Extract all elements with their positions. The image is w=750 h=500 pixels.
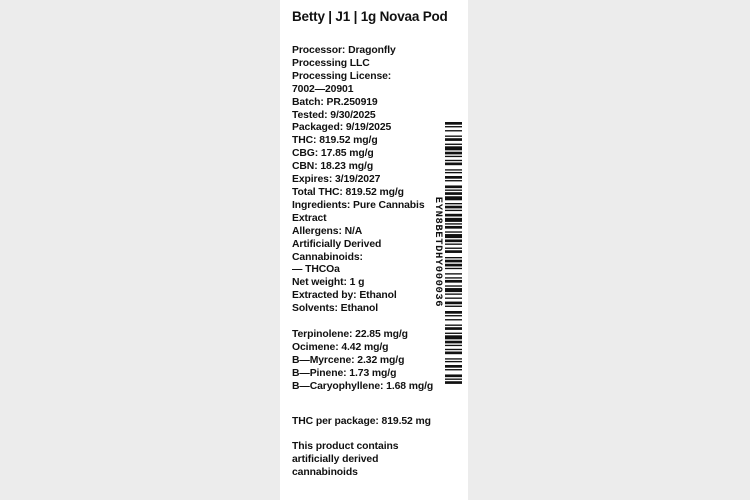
- label-line: — THCOa: [292, 264, 340, 276]
- label-line: Artificially Derived: [292, 238, 382, 250]
- label-line: Extracted by: Ethanol: [292, 290, 397, 302]
- product-title: Betty | J1 | 1g Novaa Pod: [292, 9, 448, 24]
- label-line: Packaged: 9/19/2025: [292, 122, 392, 134]
- label-info: [292, 45, 442, 480]
- label-line: CBG: 17.85 mg/g: [292, 148, 374, 160]
- terpene-line: B—Myrcene: 2.32 mg/g: [292, 354, 405, 366]
- label-line: Tested: 9/30/2025: [292, 109, 376, 121]
- disclaimer: [292, 441, 442, 480]
- label-line: Cannabinoids:: [292, 251, 363, 263]
- label-line: THC: 819.52 mg/g: [292, 135, 378, 147]
- label-line: 7002—20901: [292, 83, 354, 95]
- label-line: Batch: PR.250919: [292, 96, 378, 108]
- terpene-line: Ocimene: 4.42 mg/g: [292, 341, 389, 353]
- barcode: [445, 122, 462, 384]
- disclaimer-line: cannabinoids: [292, 467, 358, 479]
- product-label: [280, 0, 468, 500]
- label-line: Extract: [292, 212, 327, 224]
- disclaimer-line: This product contains: [292, 441, 399, 453]
- label-line: Net weight: 1 g: [292, 277, 365, 289]
- label-line: CBN: 18.23 mg/g: [292, 161, 374, 173]
- label-line: Total THC: 819.52 mg/g: [292, 186, 404, 198]
- disclaimer-line: artificially derived: [292, 454, 379, 466]
- label-line: Processor: Dragonfly: [292, 45, 396, 56]
- label-line: Expires: 3/19/2027: [292, 174, 381, 186]
- barcode-text: EYN8BETDHY000036: [432, 196, 444, 308]
- terpene-line: B—Pinene: 1.73 mg/g: [292, 367, 397, 379]
- label-line: Solvents: Ethanol: [292, 303, 379, 315]
- terpene-lines: [292, 329, 442, 394]
- thc-per-package: THC per package: 819.52 mg: [292, 415, 431, 427]
- terpene-line: B—Caryophyllene: 1.68 mg/g: [292, 380, 434, 392]
- terpene-line: Terpinolene: 22.85 mg/g: [292, 329, 408, 341]
- label-lines: [292, 45, 442, 316]
- label-line: Processing LLC: [292, 57, 370, 69]
- label-line: Processing License:: [292, 70, 392, 82]
- label-line: Allergens: N/A: [292, 225, 363, 237]
- label-line: Ingredients: Pure Cannabis: [292, 199, 425, 211]
